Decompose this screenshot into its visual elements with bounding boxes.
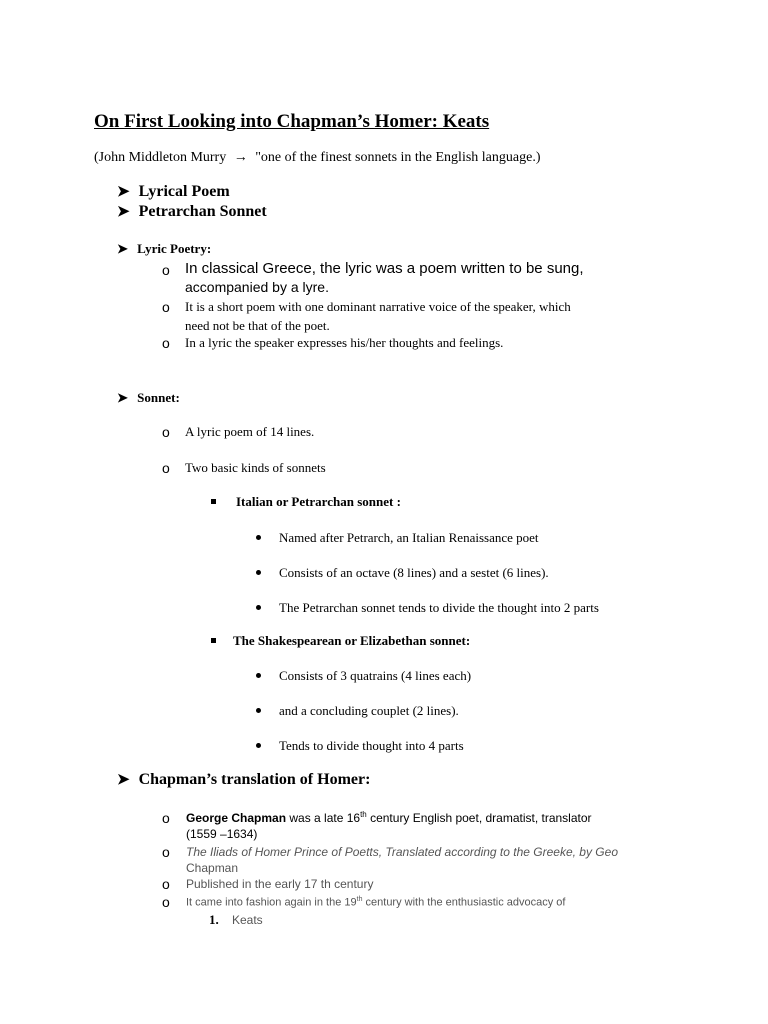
list-item: Named after Petrarch, an Italian Renaissance poet <box>279 530 539 545</box>
list-item: and a concluding couplet (2 lines). <box>279 703 459 718</box>
list-item-published: Published in the early 17 th century <box>186 877 374 891</box>
arrowhead-bullet-icon: ➤ <box>117 204 130 220</box>
list-item: Two basic kinds of sonnets <box>185 460 326 475</box>
heading-lyrical-poem: ➤ Lyrical Poem <box>117 183 230 200</box>
round-bullet-icon <box>256 605 261 610</box>
circle-bullet-icon: o <box>162 262 170 278</box>
round-bullet-icon <box>256 535 261 540</box>
heading-chapman-translation: ➤ Chapman’s translation of Homer: <box>117 771 371 788</box>
numbered-label: 1. <box>209 912 219 927</box>
arrowhead-bullet-icon: ➤ <box>117 184 130 200</box>
list-item: It is a short poem with one dominant narrative voice of the speaker, which <box>185 299 571 314</box>
list-item: Consists of 3 quatrains (4 lines each) <box>279 668 472 683</box>
list-item-iliads: The Iliads of Homer Prince of Poetts, Translated according to the Greeke, by Geo <box>186 845 618 859</box>
intro-line <box>94 150 540 166</box>
round-bullet-icon <box>256 570 261 575</box>
arrowhead-bullet-icon: ➤ <box>117 772 130 788</box>
page-title: On First Looking into Chapman’s Homer: Keats <box>94 111 490 132</box>
heading-sonnet: ➤ Sonnet: <box>117 390 180 405</box>
list-item: In a lyric the speaker expresses his/her thoughts and feelings. <box>185 335 504 350</box>
list-item-continuation: (1559 –1634) <box>186 827 258 841</box>
list-item: A lyric poem of 14 lines. <box>185 424 315 439</box>
circle-bullet-icon: o <box>162 876 170 892</box>
circle-bullet-icon: o <box>162 844 170 860</box>
circle-bullet-icon: o <box>162 299 170 315</box>
circle-bullet-icon: o <box>162 894 170 910</box>
intro-prefix: (John Middleton Murry <box>94 150 227 165</box>
list-item: Tends to divide thought into 4 parts <box>279 738 464 753</box>
subheading-shakespearean-sonnet: The Shakespearean or Elizabethan sonnet: <box>233 633 471 648</box>
list-item-fashion: It came into fashion again in the 19th century with the enthusiastic advocacy of <box>186 896 566 909</box>
numbered-item-keats: Keats <box>232 913 263 927</box>
arrowhead-bullet-icon: ➤ <box>117 390 128 405</box>
round-bullet-icon <box>256 673 261 678</box>
list-item-continuation: need not be that of the poet. <box>185 318 330 333</box>
circle-bullet-icon: o <box>162 335 170 351</box>
arrowhead-bullet-icon: ➤ <box>117 241 128 256</box>
list-item-continuation: accompanied by a lyre. <box>185 279 329 295</box>
subheading-italian-sonnet: Italian or Petrarchan sonnet : <box>236 494 401 509</box>
circle-bullet-icon: o <box>162 810 170 826</box>
round-bullet-icon <box>256 708 261 713</box>
list-item: The Petrarchan sonnet tends to divide the thought into 2 parts <box>279 600 599 615</box>
square-bullet-icon <box>211 638 216 643</box>
circle-bullet-icon: o <box>162 424 170 440</box>
list-item-continuation: Chapman <box>186 861 239 875</box>
arrow-right-icon: → <box>233 150 248 165</box>
list-item: Consists of an octave (8 lines) and a sestet (6 lines). <box>279 565 549 580</box>
heading-petrarchan-sonnet: ➤ Petrarchan Sonnet <box>117 203 267 220</box>
circle-bullet-icon: o <box>162 460 170 476</box>
square-bullet-icon <box>211 499 216 504</box>
list-item: In classical Greece, the lyric was a poem written to be sung, <box>185 260 584 277</box>
round-bullet-icon <box>256 743 261 748</box>
heading-lyric-poetry: ➤ Lyric Poetry: <box>117 241 212 256</box>
intro-suffix: "one of the finest sonnets in the English language.) <box>255 150 541 165</box>
list-item-george-chapman: George Chapman was a late 16th century English poet, dramatist, translator <box>186 810 592 825</box>
